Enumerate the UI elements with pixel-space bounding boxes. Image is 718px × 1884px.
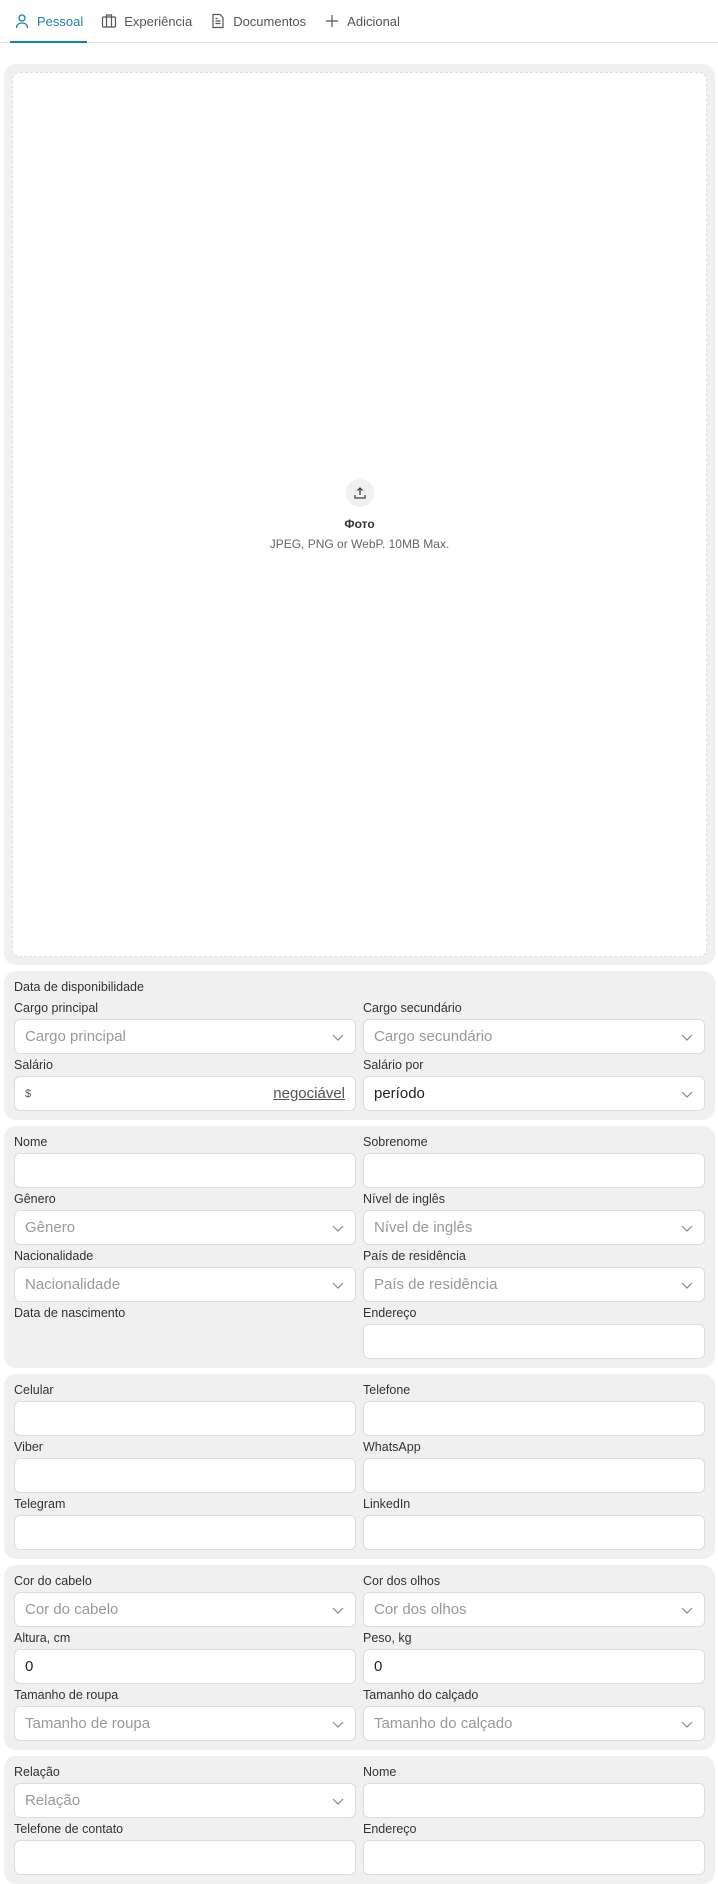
- chevron-down-icon: [680, 1278, 694, 1292]
- shoe-label: Tamanho do calçado: [363, 1688, 479, 1702]
- tab-pessoal[interactable]: [8, 0, 89, 42]
- hair-label: Cor do cabelo: [14, 1574, 92, 1588]
- chevron-down-icon: [331, 1030, 345, 1044]
- contact-name-input[interactable]: [363, 1783, 705, 1818]
- tab-experiencia[interactable]: [95, 0, 198, 42]
- photo-hint: JPEG, PNG or WebP. 10MB Max.: [269, 536, 450, 551]
- job-section: [4, 971, 715, 1120]
- weight-input[interactable]: [363, 1649, 705, 1684]
- height-value: 0: [25, 1658, 34, 1675]
- whatsapp-label: WhatsApp: [363, 1440, 421, 1454]
- address-input[interactable]: [363, 1324, 705, 1359]
- linkedin-label: LinkedIn: [363, 1497, 411, 1511]
- tab-label: Pessoal: [37, 13, 84, 29]
- address-label: Endereço: [363, 1306, 417, 1320]
- country-label: País de residência: [363, 1249, 466, 1263]
- last-name-label: Sobrenome: [363, 1135, 428, 1149]
- second-role-placeholder: Cargo secundário: [374, 1028, 493, 1045]
- document-icon: [210, 13, 226, 29]
- last-name-input[interactable]: [363, 1153, 705, 1188]
- personal-section: [4, 1126, 715, 1368]
- chevron-down-icon: [331, 1717, 345, 1731]
- viber-input[interactable]: [14, 1458, 356, 1493]
- whatsapp-input[interactable]: [363, 1458, 705, 1493]
- contact-phone-label: Telefone de contato: [14, 1822, 124, 1836]
- clothes-placeholder: Tamanho de roupa: [25, 1715, 151, 1732]
- weight-value: 0: [374, 1658, 383, 1675]
- tab-label: Adicional: [347, 13, 400, 29]
- negotiable-link[interactable]: negociável: [273, 1085, 345, 1102]
- chevron-down-icon: [680, 1087, 694, 1101]
- birth-date-label: Data de nascimento: [14, 1306, 126, 1320]
- upload-icon: [346, 479, 374, 507]
- gender-placeholder: Gênero: [25, 1219, 76, 1236]
- shoe-placeholder: Tamanho do calçado: [374, 1715, 513, 1732]
- photo-panel: [4, 64, 715, 965]
- nationality-label: Nacionalidade: [14, 1249, 94, 1263]
- relation-label: Relação: [14, 1765, 60, 1779]
- tab-label: Experiência: [124, 13, 193, 29]
- shoe-select[interactable]: [363, 1706, 705, 1741]
- chevron-down-icon: [680, 1717, 694, 1731]
- weight-label: Peso, kg: [363, 1631, 412, 1645]
- english-label: Nível de inglês: [363, 1192, 445, 1206]
- chevron-down-icon: [680, 1221, 694, 1235]
- gender-select[interactable]: [14, 1210, 356, 1245]
- relation-select[interactable]: [14, 1783, 356, 1818]
- main-role-label: Cargo principal: [14, 1001, 99, 1015]
- first-name-input[interactable]: [14, 1153, 356, 1188]
- photo-title: Фото: [344, 516, 375, 531]
- eyes-label: Cor dos olhos: [363, 1574, 441, 1588]
- telegram-input[interactable]: [14, 1515, 356, 1550]
- contact-phone-input[interactable]: [14, 1840, 356, 1875]
- country-select[interactable]: [363, 1267, 705, 1302]
- briefcase-icon: [101, 13, 117, 29]
- tab-adicional[interactable]: [318, 0, 406, 42]
- currency-symbol: $: [25, 1087, 32, 1100]
- chevron-down-icon: [680, 1603, 694, 1617]
- english-placeholder: Nível de inglês: [374, 1219, 473, 1236]
- contact-address-label: Endereço: [363, 1822, 417, 1836]
- chevron-down-icon: [331, 1221, 345, 1235]
- first-name-label: Nome: [14, 1135, 48, 1149]
- hair-select[interactable]: [14, 1592, 356, 1627]
- emergency-section: [4, 1756, 715, 1884]
- second-role-select[interactable]: [363, 1019, 705, 1054]
- eyes-select[interactable]: [363, 1592, 705, 1627]
- phone-input[interactable]: [363, 1401, 705, 1436]
- nationality-select[interactable]: [14, 1267, 356, 1302]
- gender-label: Gênero: [14, 1192, 56, 1206]
- user-icon: [14, 13, 30, 29]
- contact-name-label: Nome: [363, 1765, 397, 1779]
- height-input[interactable]: [14, 1649, 356, 1684]
- tab-bar: [0, 0, 718, 43]
- hair-placeholder: Cor do cabelo: [25, 1601, 119, 1618]
- salary-per-select[interactable]: [363, 1076, 705, 1111]
- chevron-down-icon: [680, 1030, 694, 1044]
- phone-label: Telefone: [363, 1383, 411, 1397]
- contacts-section: [4, 1374, 715, 1559]
- height-label: Altura, cm: [14, 1631, 71, 1645]
- nationality-placeholder: Nacionalidade: [25, 1276, 121, 1293]
- second-role-label: Cargo secundário: [363, 1001, 462, 1015]
- plus-icon: [324, 13, 340, 29]
- main-role-placeholder: Cargo principal: [25, 1028, 126, 1045]
- chevron-down-icon: [331, 1603, 345, 1617]
- mobile-input[interactable]: [14, 1401, 356, 1436]
- telegram-label: Telegram: [14, 1497, 66, 1511]
- appearance-section: [4, 1565, 715, 1750]
- eyes-placeholder: Cor dos olhos: [374, 1601, 467, 1618]
- english-select[interactable]: [363, 1210, 705, 1245]
- main-role-select[interactable]: [14, 1019, 356, 1054]
- relation-placeholder: Relação: [25, 1792, 81, 1809]
- clothes-label: Tamanho de roupa: [14, 1688, 119, 1702]
- mobile-label: Celular: [14, 1383, 54, 1397]
- tab-documentos[interactable]: [204, 0, 312, 42]
- salary-per-value: período: [374, 1085, 425, 1102]
- viber-label: Viber: [14, 1440, 43, 1454]
- salary-input[interactable]: [14, 1076, 356, 1111]
- chevron-down-icon: [331, 1794, 345, 1808]
- salary-per-label: Salário por: [363, 1058, 424, 1072]
- availability-label: Data de disponibilidade: [14, 980, 144, 994]
- photo-dropzone[interactable]: [12, 72, 707, 957]
- linkedin-input[interactable]: [363, 1515, 705, 1550]
- tab-label: Documentos: [233, 13, 307, 29]
- salary-label: Salário: [14, 1058, 53, 1072]
- chevron-down-icon: [331, 1278, 345, 1292]
- country-placeholder: País de residência: [374, 1276, 498, 1293]
- clothes-select[interactable]: [14, 1706, 356, 1741]
- contact-address-input[interactable]: [363, 1840, 705, 1875]
